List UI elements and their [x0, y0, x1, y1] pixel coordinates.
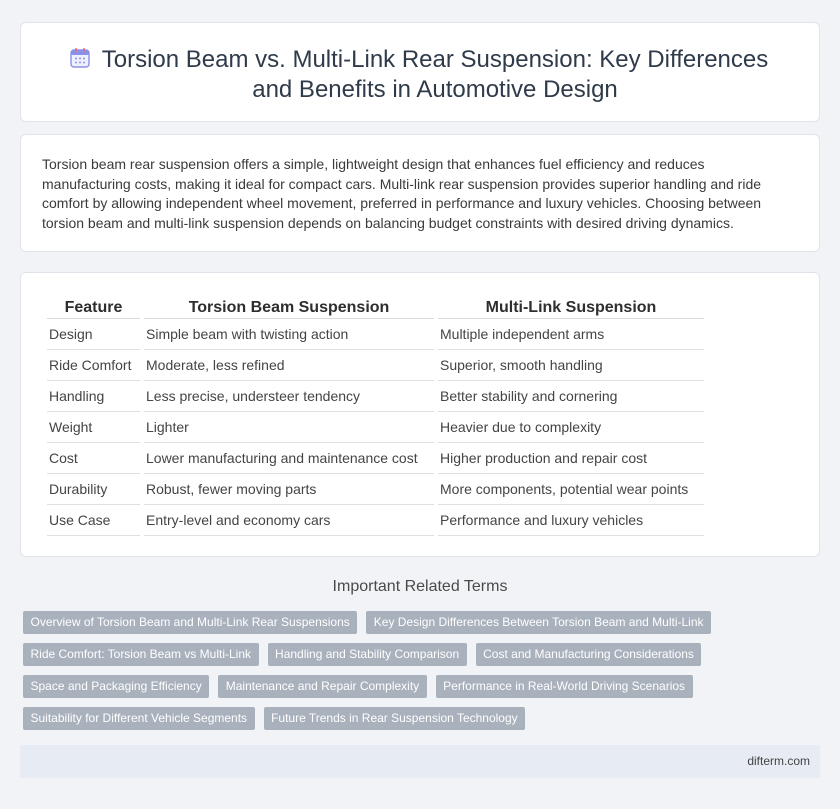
footer: [20, 745, 820, 778]
table-row: [47, 319, 704, 350]
related-term-tag[interactable]: Ride Comfort: Torsion Beam vs Multi-Link: [23, 643, 259, 666]
feature-cell: Ride Comfort: [47, 350, 140, 381]
tag-row: [23, 707, 823, 730]
multi-link-cell: Performance and luxury vehicles: [438, 505, 704, 536]
related-terms-list: [23, 611, 823, 739]
related-term-tag[interactable]: Key Design Differences Between Torsion Beam and Multi-Link: [366, 611, 711, 634]
feature-cell: Use Case: [47, 505, 140, 536]
feature-cell: Handling: [47, 381, 140, 412]
multi-link-cell: Heavier due to complexity: [438, 412, 704, 443]
multi-link-cell: Superior, smooth handling: [438, 350, 704, 381]
table-row: [47, 443, 704, 474]
related-term-tag[interactable]: Future Trends in Rear Suspension Technology: [264, 707, 526, 730]
related-terms-heading: Important Related Terms: [332, 578, 508, 595]
comparison-table: [43, 295, 708, 536]
related-term-tag[interactable]: Handling and Stability Comparison: [268, 643, 467, 666]
tag-row: [23, 611, 823, 634]
related-term-tag[interactable]: Cost and Manufacturing Considerations: [476, 643, 702, 666]
multi-link-cell: More components, potential wear points: [438, 474, 704, 505]
multi-link-cell: Better stability and cornering: [438, 381, 704, 412]
torsion-beam-cell: Lighter: [144, 412, 434, 443]
torsion-beam-cell: Robust, fewer moving parts: [144, 474, 434, 505]
related-term-tag[interactable]: Space and Packaging Efficiency: [23, 675, 209, 698]
footer-site-link[interactable]: difterm.com: [747, 754, 810, 768]
related-term-tag[interactable]: Maintenance and Repair Complexity: [218, 675, 426, 698]
table-row: [47, 381, 704, 412]
related-term-tag[interactable]: Overview of Torsion Beam and Multi-Link Rear Suspensions: [23, 611, 357, 634]
torsion-beam-cell: Simple beam with twisting action: [144, 319, 434, 350]
table-row: [47, 350, 704, 381]
related-term-tag[interactable]: Performance in Real-World Driving Scenarios: [436, 675, 693, 698]
torsion-beam-cell: Entry-level and economy cars: [144, 505, 434, 536]
table-row: [47, 505, 704, 536]
tag-row: [23, 675, 823, 698]
multi-link-cell: Multiple independent arms: [438, 319, 704, 350]
table-row: [47, 412, 704, 443]
header-multi-link: Multi-Link Suspension: [438, 295, 704, 319]
torsion-beam-cell: Lower manufacturing and maintenance cost: [144, 443, 434, 474]
feature-cell: Cost: [47, 443, 140, 474]
torsion-beam-cell: Moderate, less refined: [144, 350, 434, 381]
page-title: Torsion Beam vs. Multi-Link Rear Suspension: Key Differences and Benefits in Automotive Design: [101, 46, 769, 103]
title-card: [20, 22, 820, 122]
torsion-beam-cell: Less precise, understeer tendency: [144, 381, 434, 412]
feature-cell: Durability: [47, 474, 140, 505]
intro-paragraph: Torsion beam rear suspension offers a simple, lightweight design that enhances fuel efficiency and reduces manufacturing costs, making it ideal for compact cars. Multi-link rear suspension provides superior handling and ride comfort by allowing independent wheel movement, preferred in performance and luxury vehicles. Choosing between torsion beam and multi-link suspension depends on balancing budget constraints with desired driving dynamics.: [42, 156, 762, 231]
table-header-row: [47, 295, 704, 319]
feature-cell: Weight: [47, 412, 140, 443]
table-row: [47, 474, 704, 505]
tag-row: [23, 643, 823, 666]
feature-cell: Design: [47, 319, 140, 350]
header-torsion-beam: Torsion Beam Suspension: [144, 295, 434, 319]
related-term-tag[interactable]: Suitability for Different Vehicle Segments: [23, 707, 255, 730]
comparison-card: [20, 272, 820, 557]
header-feature: Feature: [47, 295, 140, 319]
multi-link-cell: Higher production and repair cost: [438, 443, 704, 474]
intro-card: [20, 134, 820, 252]
